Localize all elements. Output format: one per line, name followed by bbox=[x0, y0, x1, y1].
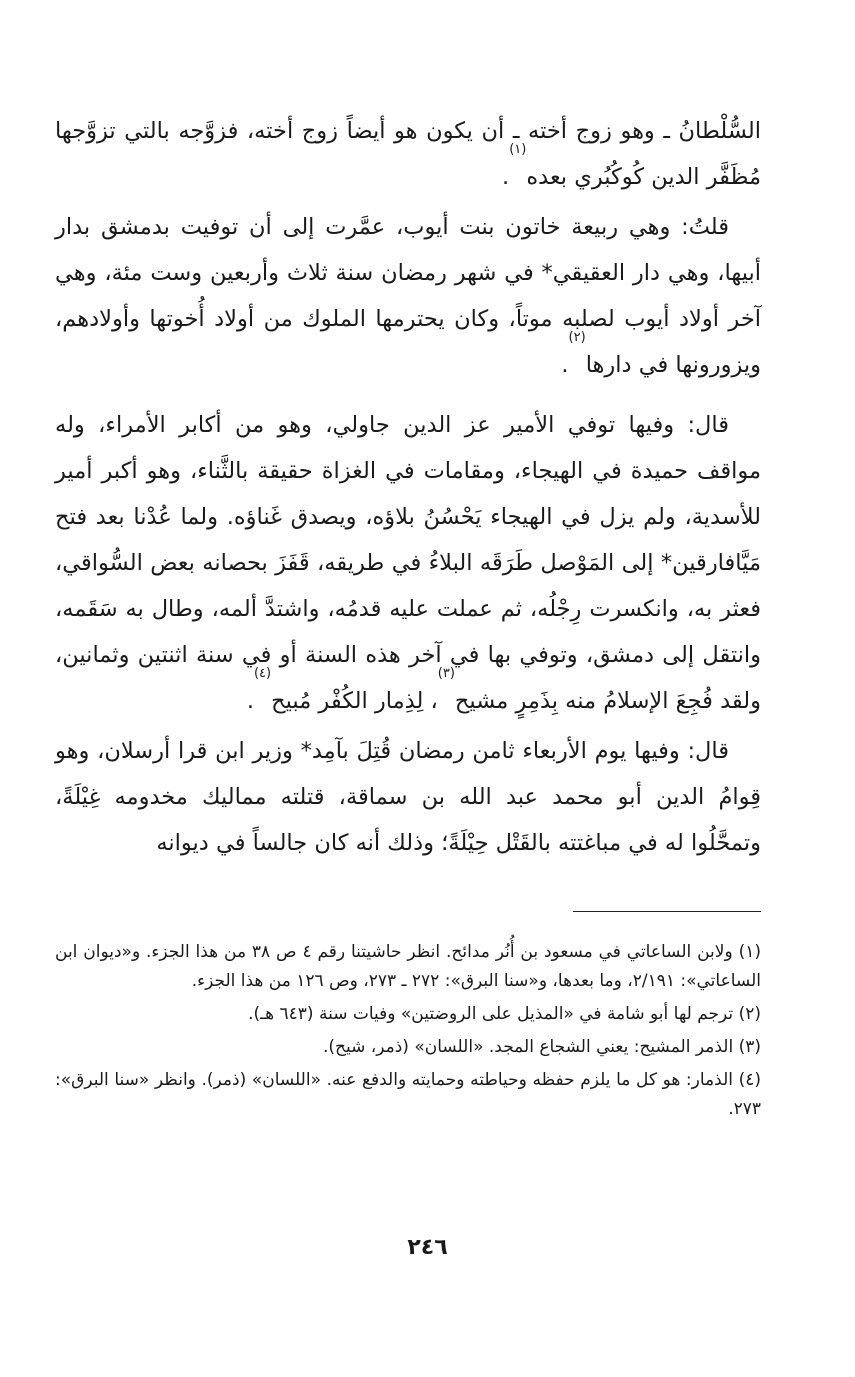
paragraph-1-end: . bbox=[502, 164, 510, 190]
footnote-number: (١) bbox=[738, 942, 761, 962]
footnotes bbox=[55, 938, 761, 1128]
footnote-divider bbox=[573, 911, 761, 912]
paragraph-1-text: السُّلْطانُ ـ وهو زوج أخته ـ أن يكون هو أيضاً زوج أخته، فزوَّجه بالتي تزوَّجها مُظَفَّر الدين كُوكُبُري بعده bbox=[55, 118, 761, 190]
paragraph-1 bbox=[55, 108, 761, 200]
paragraph-4-text: قال: وفيها يوم الأربعاء ثامن رمضان قُتِلَ بآمِد* وزير ابن قرا أرسلان، وهو قِوامُ الدين أبو محمد عبد الله بن سماقة، قتلته مماليك مخدومه غِيْلَةً، وتمحَّلُوا له في مباغتته بالقَتْل حِيْلَةً؛ وذلك أنه كان جالساً في ديوانه bbox=[55, 738, 761, 856]
footnote-text: الذمر المشيح: يعني الشجاع المجد. «اللسان» (ذمر، شيح). bbox=[322, 1037, 734, 1057]
paragraph-3-text-b: ، لِذِمار الكُفْر مُبيح bbox=[271, 688, 438, 714]
footnote-ref-2[interactable]: (٢) bbox=[568, 330, 586, 345]
paragraph-3-end: . bbox=[246, 688, 254, 714]
page-number: ٢٤٦ bbox=[407, 1235, 448, 1260]
main-text bbox=[55, 108, 761, 866]
footnote-text: ترجم لها أبو شامة في «المذيل على الروضتين» وفيات سنة (٦٤٣ هـ). bbox=[248, 1004, 734, 1024]
footnote-3 bbox=[55, 1033, 761, 1062]
footnote-2 bbox=[55, 1000, 761, 1029]
paragraph-4 bbox=[55, 728, 761, 866]
footnote-text: الذمار: هو كل ما يلزم حفظه وحياطته وحمايته والدفع عنه. «اللسان» (ذمر). وانظر «سنا البرق»: ٢٧٣. bbox=[55, 1070, 761, 1119]
paragraph-2-text: قلتُ: وهي ربيعة خاتون بنت أيوب، عمَّرت إلى أن توفيت بدمشق بدار أبيها، وهي دار العقيقي* في شهر رمضان سنة ثلاث وأربعين وست مئة، وهي آخر أولاد أيوب لصلبه موتاً، وكان يحترمها الملوك من أولاد أُخوتها وأولادهم، ويزورونها في دارها bbox=[55, 214, 761, 378]
footnote-ref-3[interactable]: (٣) bbox=[437, 666, 455, 681]
footnote-1 bbox=[55, 938, 761, 996]
footnote-ref-4[interactable]: (٤) bbox=[253, 666, 272, 681]
footnote-text: ولابن الساعاتي في مسعود بن أُنُر مدائح. انظر حاشيتنا رقم ٤ ص ٣٨ من هذا الجزء. و«ديوان ابن الساعاتي»: ٢/١٩١، وما بعدها، و«سنا البرق»: ٢٧٢ ـ ٢٧٣، وص ١٢٦ من هذا الجزء. bbox=[55, 942, 761, 991]
paragraph-2-end: . bbox=[561, 352, 569, 378]
footnote-number: (٤) bbox=[738, 1070, 762, 1090]
footnote-ref-1[interactable]: (١) bbox=[509, 142, 527, 157]
footnote-number: (٢) bbox=[738, 1004, 761, 1024]
paragraph-3-text: قال: وفيها توفي الأمير عز الدين جاولي، وهو من أكابر الأمراء، وله مواقف حميدة في الهيجاء، ومقامات في الغزاة حقيقة بالثَّناء، وهو أكبر أمير للأسدية، ولم يزل في الهيجاء يَحْسُنُ بلاؤه، ويصدق غَناؤه. ولما عُدْنا بعد فتح مَيَّافارقين* إلى المَوْصل طَرَقَه البلاءُ في طريقه، قَفَزَ بحصانه بعض السُّواقي، فعثر به، وانكسرت رِجْلُه، ثم عملت عليه قدمُه، واشتدَّ ألمه، وطال به سَقَمه، وانتقل إلى دمشق، وتوفي بها في آخر هذه السنة أو في سنة اثنتين وثمانين، ولقد فُجِعَ الإسلامُ منه بِذَمِرٍ مشيح bbox=[55, 412, 761, 714]
paragraph-3 bbox=[55, 402, 761, 724]
paragraph-2 bbox=[55, 204, 761, 388]
footnote-4 bbox=[55, 1066, 761, 1124]
footnote-number: (٣) bbox=[738, 1037, 761, 1057]
